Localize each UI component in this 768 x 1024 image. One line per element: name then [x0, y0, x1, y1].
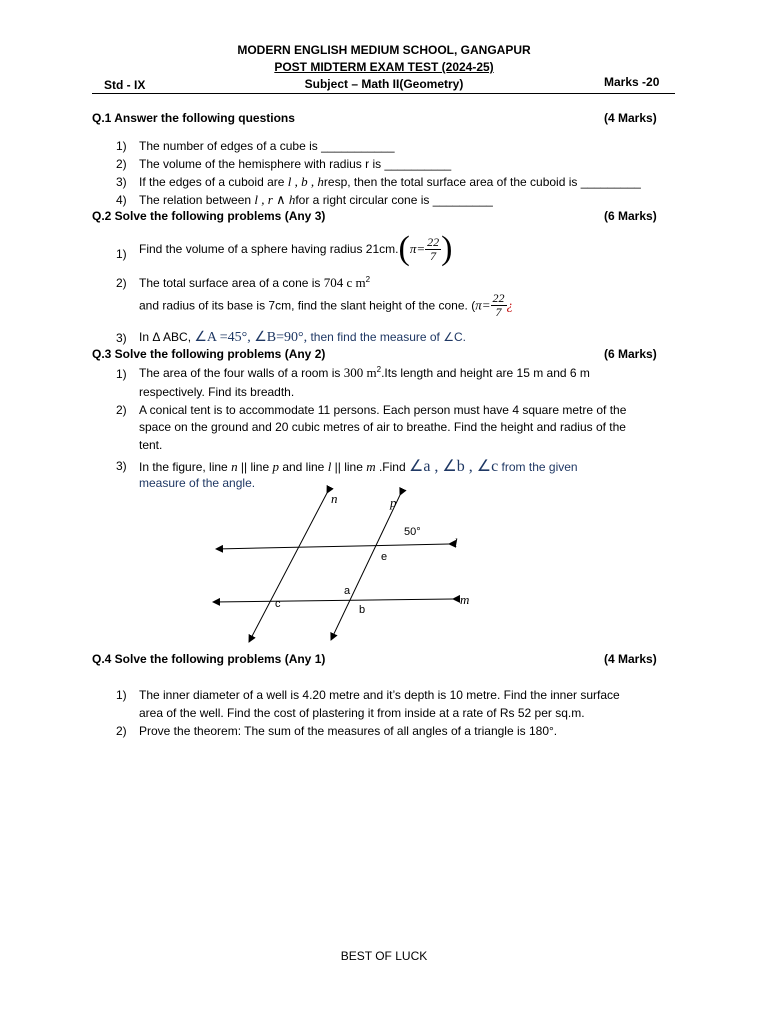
- q1-item3-math: l , b , h: [287, 174, 324, 189]
- q3-item2-line1: A conical tent is to accommodate 11 persons. Each person must have 4 square metre of the: [139, 403, 627, 417]
- exam-title-text: POST MIDTERM EXAM TEST (2024-25): [274, 60, 494, 74]
- q2-item3-pre: In Δ ABC,: [139, 330, 195, 344]
- label-n: n: [331, 491, 338, 506]
- q1-item4-math: l , r ∧ h: [254, 192, 296, 207]
- q3-item3-num: 3): [116, 459, 127, 473]
- q4-item1-line2: area of the well. Find the cost of plastering it from inside at a rate of Rs 52 per sq.m.: [139, 706, 585, 720]
- line-n: [249, 493, 327, 642]
- q1-marks: (4 Marks): [604, 111, 657, 125]
- q4-item2-num: 2): [116, 724, 127, 738]
- label-m: m: [460, 592, 470, 607]
- q3-marks: (6 Marks): [604, 347, 657, 361]
- q2-item2-line2-text: and radius of its base is 7cm, find the slant height of the cone. (: [139, 298, 476, 313]
- footer-text: BEST OF LUCK: [340, 949, 428, 963]
- q3-item1-post: .Its length and height are 15 m and 6 m: [381, 366, 590, 380]
- q3-item3-line2: measure of the angle.: [139, 476, 256, 490]
- q2-item2-tail: ¿: [506, 297, 513, 313]
- q1-item1-num: 1): [116, 139, 127, 153]
- q4-item2-text: Prove the theorem: The sum of the measures of all angles of a triangle is 180°.: [139, 724, 558, 738]
- q3-item3-angles: ∠a , ∠b , ∠c: [408, 458, 499, 475]
- q3-item1-math: 300 m: [343, 365, 377, 380]
- q3-item2-line2: space on the ground and 20 cubic metres of air to breathe. Find the height and radius of the: [139, 420, 626, 434]
- q2-item1-pi: π=: [409, 241, 426, 256]
- q3-item1-num: 1): [116, 367, 127, 381]
- q2-item1-num: 1): [116, 247, 127, 261]
- q2-item1-body: Find the volume of a sphere having radius 21cm.: [139, 242, 399, 256]
- q4-title: Q.4 Solve the following problems (Any 1): [92, 652, 326, 666]
- q2-item1-paren-open: (: [398, 230, 410, 267]
- q2-item3-math: ∠A =45°, ∠B=90°,: [194, 330, 308, 345]
- q3-item1-line2: respectively. Find its breadth.: [139, 385, 295, 399]
- label-b: b: [359, 604, 366, 616]
- q2-item1-denominator: 7: [430, 248, 437, 263]
- subject-label: Subject – Math II(Geometry): [304, 77, 464, 91]
- q1-item3-pre: If the edges of a cuboid are: [139, 175, 288, 189]
- q3-title: Q.3 Solve the following problems (Any 2): [92, 347, 326, 361]
- q1-item2-num: 2): [116, 157, 127, 171]
- label-c: c: [275, 598, 281, 610]
- q4-item1-line1: The inner diameter of a well is 4.20 metre and it’s depth is 10 metre. Find the inner surface: [139, 688, 620, 702]
- q3-item3-t1: || line: [237, 460, 273, 474]
- q1-item4-post: for a right circular cone is _________: [295, 193, 493, 207]
- label-e: e: [381, 551, 388, 563]
- q2-item2-math: 704 c m: [323, 275, 366, 290]
- std-label: Std - IX: [104, 78, 146, 92]
- q1-title: Q.1 Answer the following questions: [92, 111, 295, 125]
- q3-item3-m: m: [366, 459, 376, 474]
- q3-item1-pre: The area of the four walls of a room is: [139, 366, 344, 380]
- label-l: l: [454, 535, 458, 550]
- q4-item1-num: 1): [116, 688, 127, 702]
- q3-item3-pre: In the figure, line: [139, 460, 232, 474]
- q3-item3-p: p: [272, 459, 279, 474]
- q2-item2-num: 2): [116, 276, 127, 290]
- q3-item3-t3: || line: [331, 460, 367, 474]
- q2-item1-numerator: 22: [427, 234, 440, 249]
- q3-item1-sup: 2: [376, 365, 382, 374]
- q3-item2-num: 2): [116, 403, 127, 417]
- q2-item3-post: then find the measure of ∠C.: [307, 330, 466, 344]
- school-name: MODERN ENGLISH MEDIUM SCHOOL, GANGAPUR: [237, 43, 531, 57]
- q2-title: Q.2 Solve the following problems (Any 3): [92, 209, 326, 223]
- q1-item3-num: 3): [116, 175, 127, 189]
- q3-item3-t4: .Find: [375, 460, 409, 474]
- q2-marks: (6 Marks): [604, 209, 657, 223]
- angle-50: 50°: [404, 526, 421, 538]
- q2-item2-body: The total surface area of a cone is: [139, 276, 324, 290]
- q2-item3-num: 3): [116, 331, 127, 345]
- q2-item2-denominator: 7: [495, 305, 502, 319]
- label-a: a: [344, 585, 351, 597]
- q4-marks: (4 Marks): [604, 652, 657, 666]
- q1-item3-post: resp, then the total surface area of the cuboid is _________: [323, 175, 641, 189]
- line-l: [216, 544, 449, 549]
- q1-item4-num: 4): [116, 193, 127, 207]
- q1-item2-text: The volume of the hemisphere with radius r is __________: [139, 157, 452, 171]
- q3-item3-l: l: [327, 459, 332, 474]
- line-p: [331, 495, 400, 640]
- label-p: p: [390, 495, 397, 510]
- q2-item2-sup: 2: [365, 275, 371, 284]
- total-marks: Marks -20: [604, 75, 660, 89]
- q1-item1-text: The number of edges of a cube is ___________: [139, 139, 395, 153]
- q2-item2-numerator: 22: [492, 291, 505, 305]
- line-m: [213, 599, 453, 602]
- q3-item3-n: n: [231, 459, 238, 474]
- q1-item4-pre: The relation between: [139, 193, 255, 207]
- q2-item2-pi: π=: [475, 297, 491, 313]
- q3-item2-line3: tent.: [139, 438, 163, 452]
- q2-item1-paren-close: ): [441, 230, 453, 267]
- q3-item3-t2: and line: [278, 460, 328, 474]
- q3-item3-post: from the given: [498, 460, 578, 474]
